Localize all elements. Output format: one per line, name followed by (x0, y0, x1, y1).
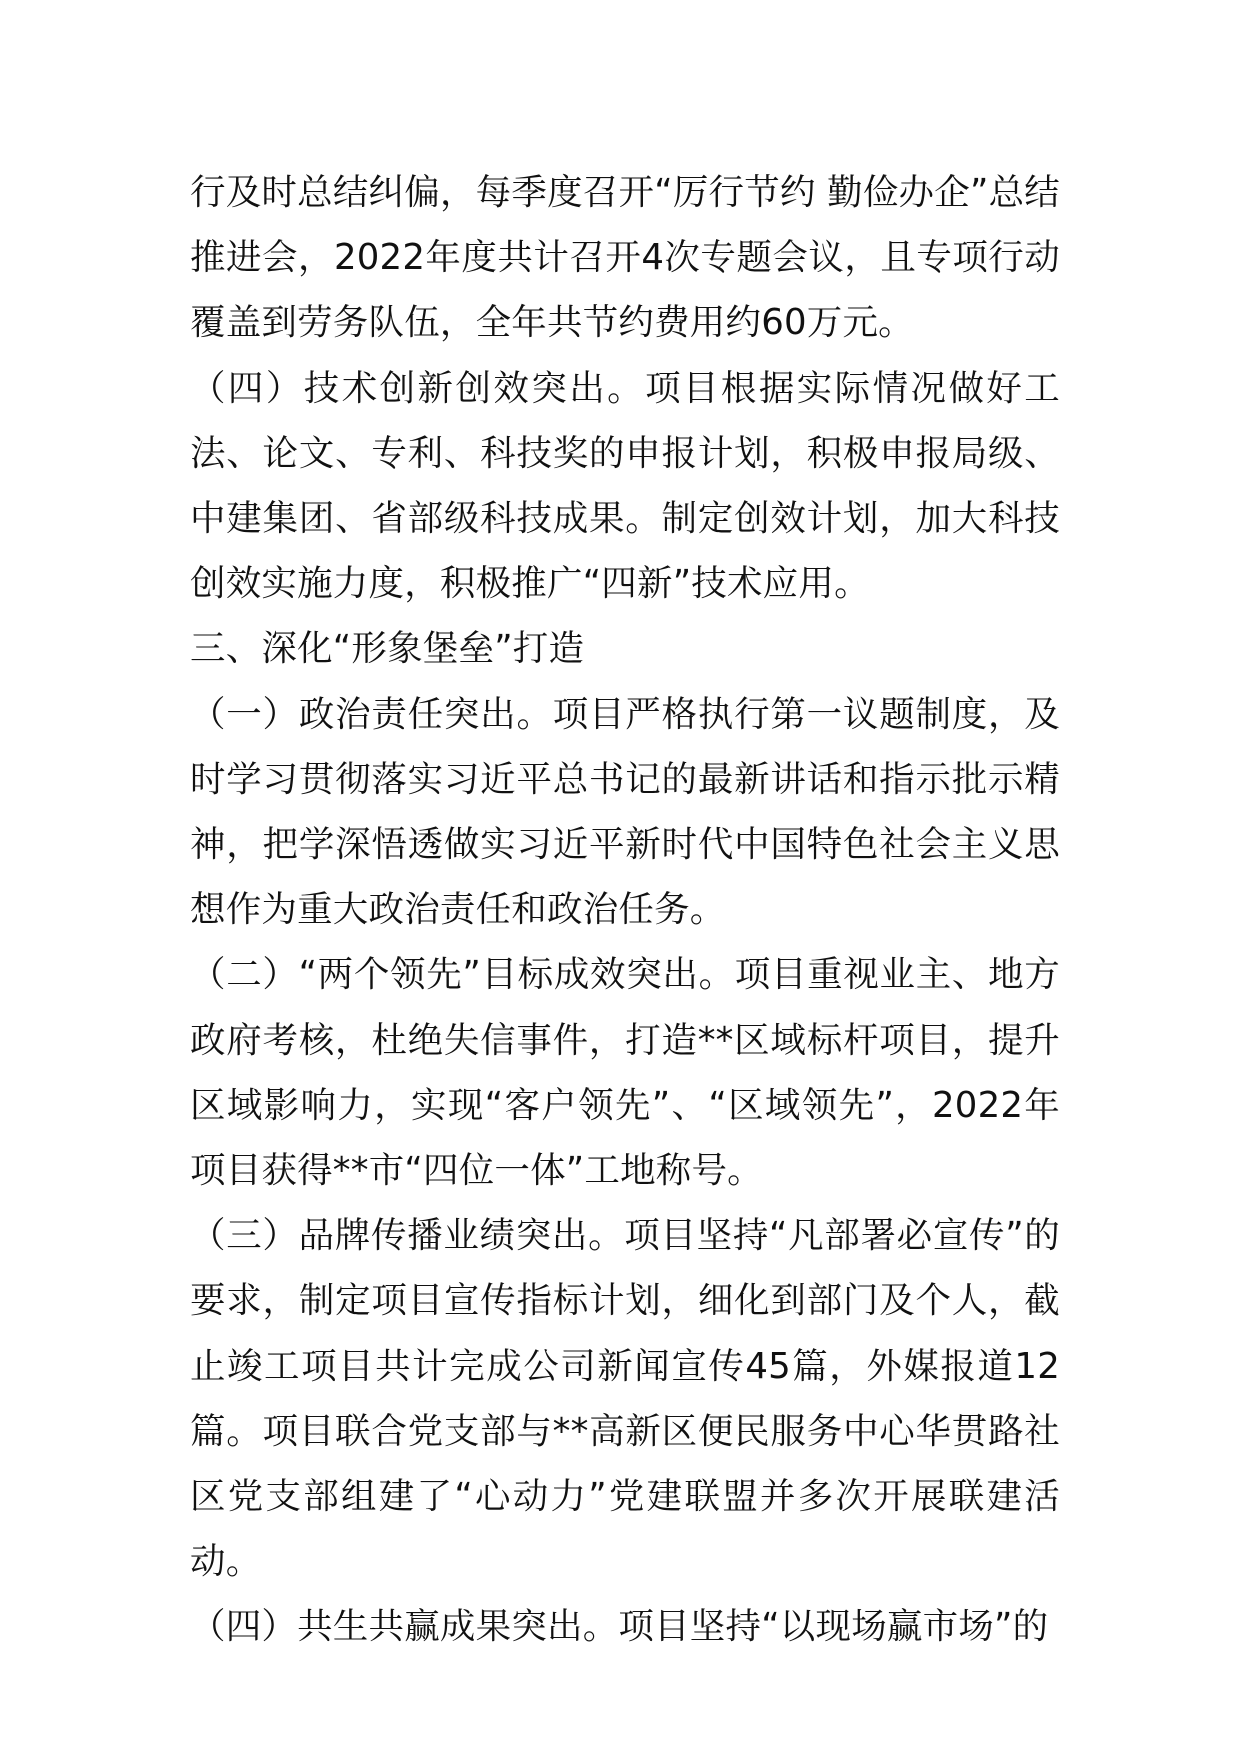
document-body (190, 160, 1060, 1660)
paragraph-brand-communication: （三）品牌传播业绩突出。项目坚持“凡部署必宣传”的要求，制定项目宣传指标计划，细化到部门及个人，截止竣工项目共计完成公司新闻宣传45篇，外媒报道12篇。项目联合党支部与**高新区便民服务中心华贯路社区党支部组建了“心动力”党建联盟并多次开展联建活动。 (190, 1215, 1060, 1583)
paragraph-political-responsibility: （一）政治责任突出。项目严格执行第一议题制度，及时学习贯彻落实习近平总书记的最新讲话和指示批示精神，把学深悟透做实习近平新时代中国特色社会主义思想作为重大政治责任和政治任务。 (190, 693, 1060, 931)
paragraph-two-leads: （二）“两个领先”目标成效突出。项目重视业主、地方政府考核，杜绝失信事件，打造**区域标杆项目，提升区域影响力，实现“客户领先”、“区域领先”，2022年项目获得**市“四位一体”工地称号。 (190, 954, 1060, 1192)
section-heading-image-fortress: 三、深化“形象堡垒”打造 (190, 628, 585, 670)
paragraph-cost-saving-summary: 行及时总结纠偏，每季度召开“厉行节约 勤俭办企”总结推进会，2022年度共计召开4次专题会议，且专项行动覆盖到劳务队伍，全年共节约费用约60万元。 (190, 172, 1060, 344)
paragraph-win-win: （四）共生共赢成果突出。项目坚持“以现场赢市场”的 (190, 1606, 1049, 1648)
paragraph-tech-innovation: （四）技术创新创效突出。项目根据实际情况做好工法、论文、专利、科技奖的申报计划，积极申报局级、中建集团、省部级科技成果。制定创效计划，加大科技创效实施力度，积极推广“四新”技术应用。 (190, 367, 1060, 605)
